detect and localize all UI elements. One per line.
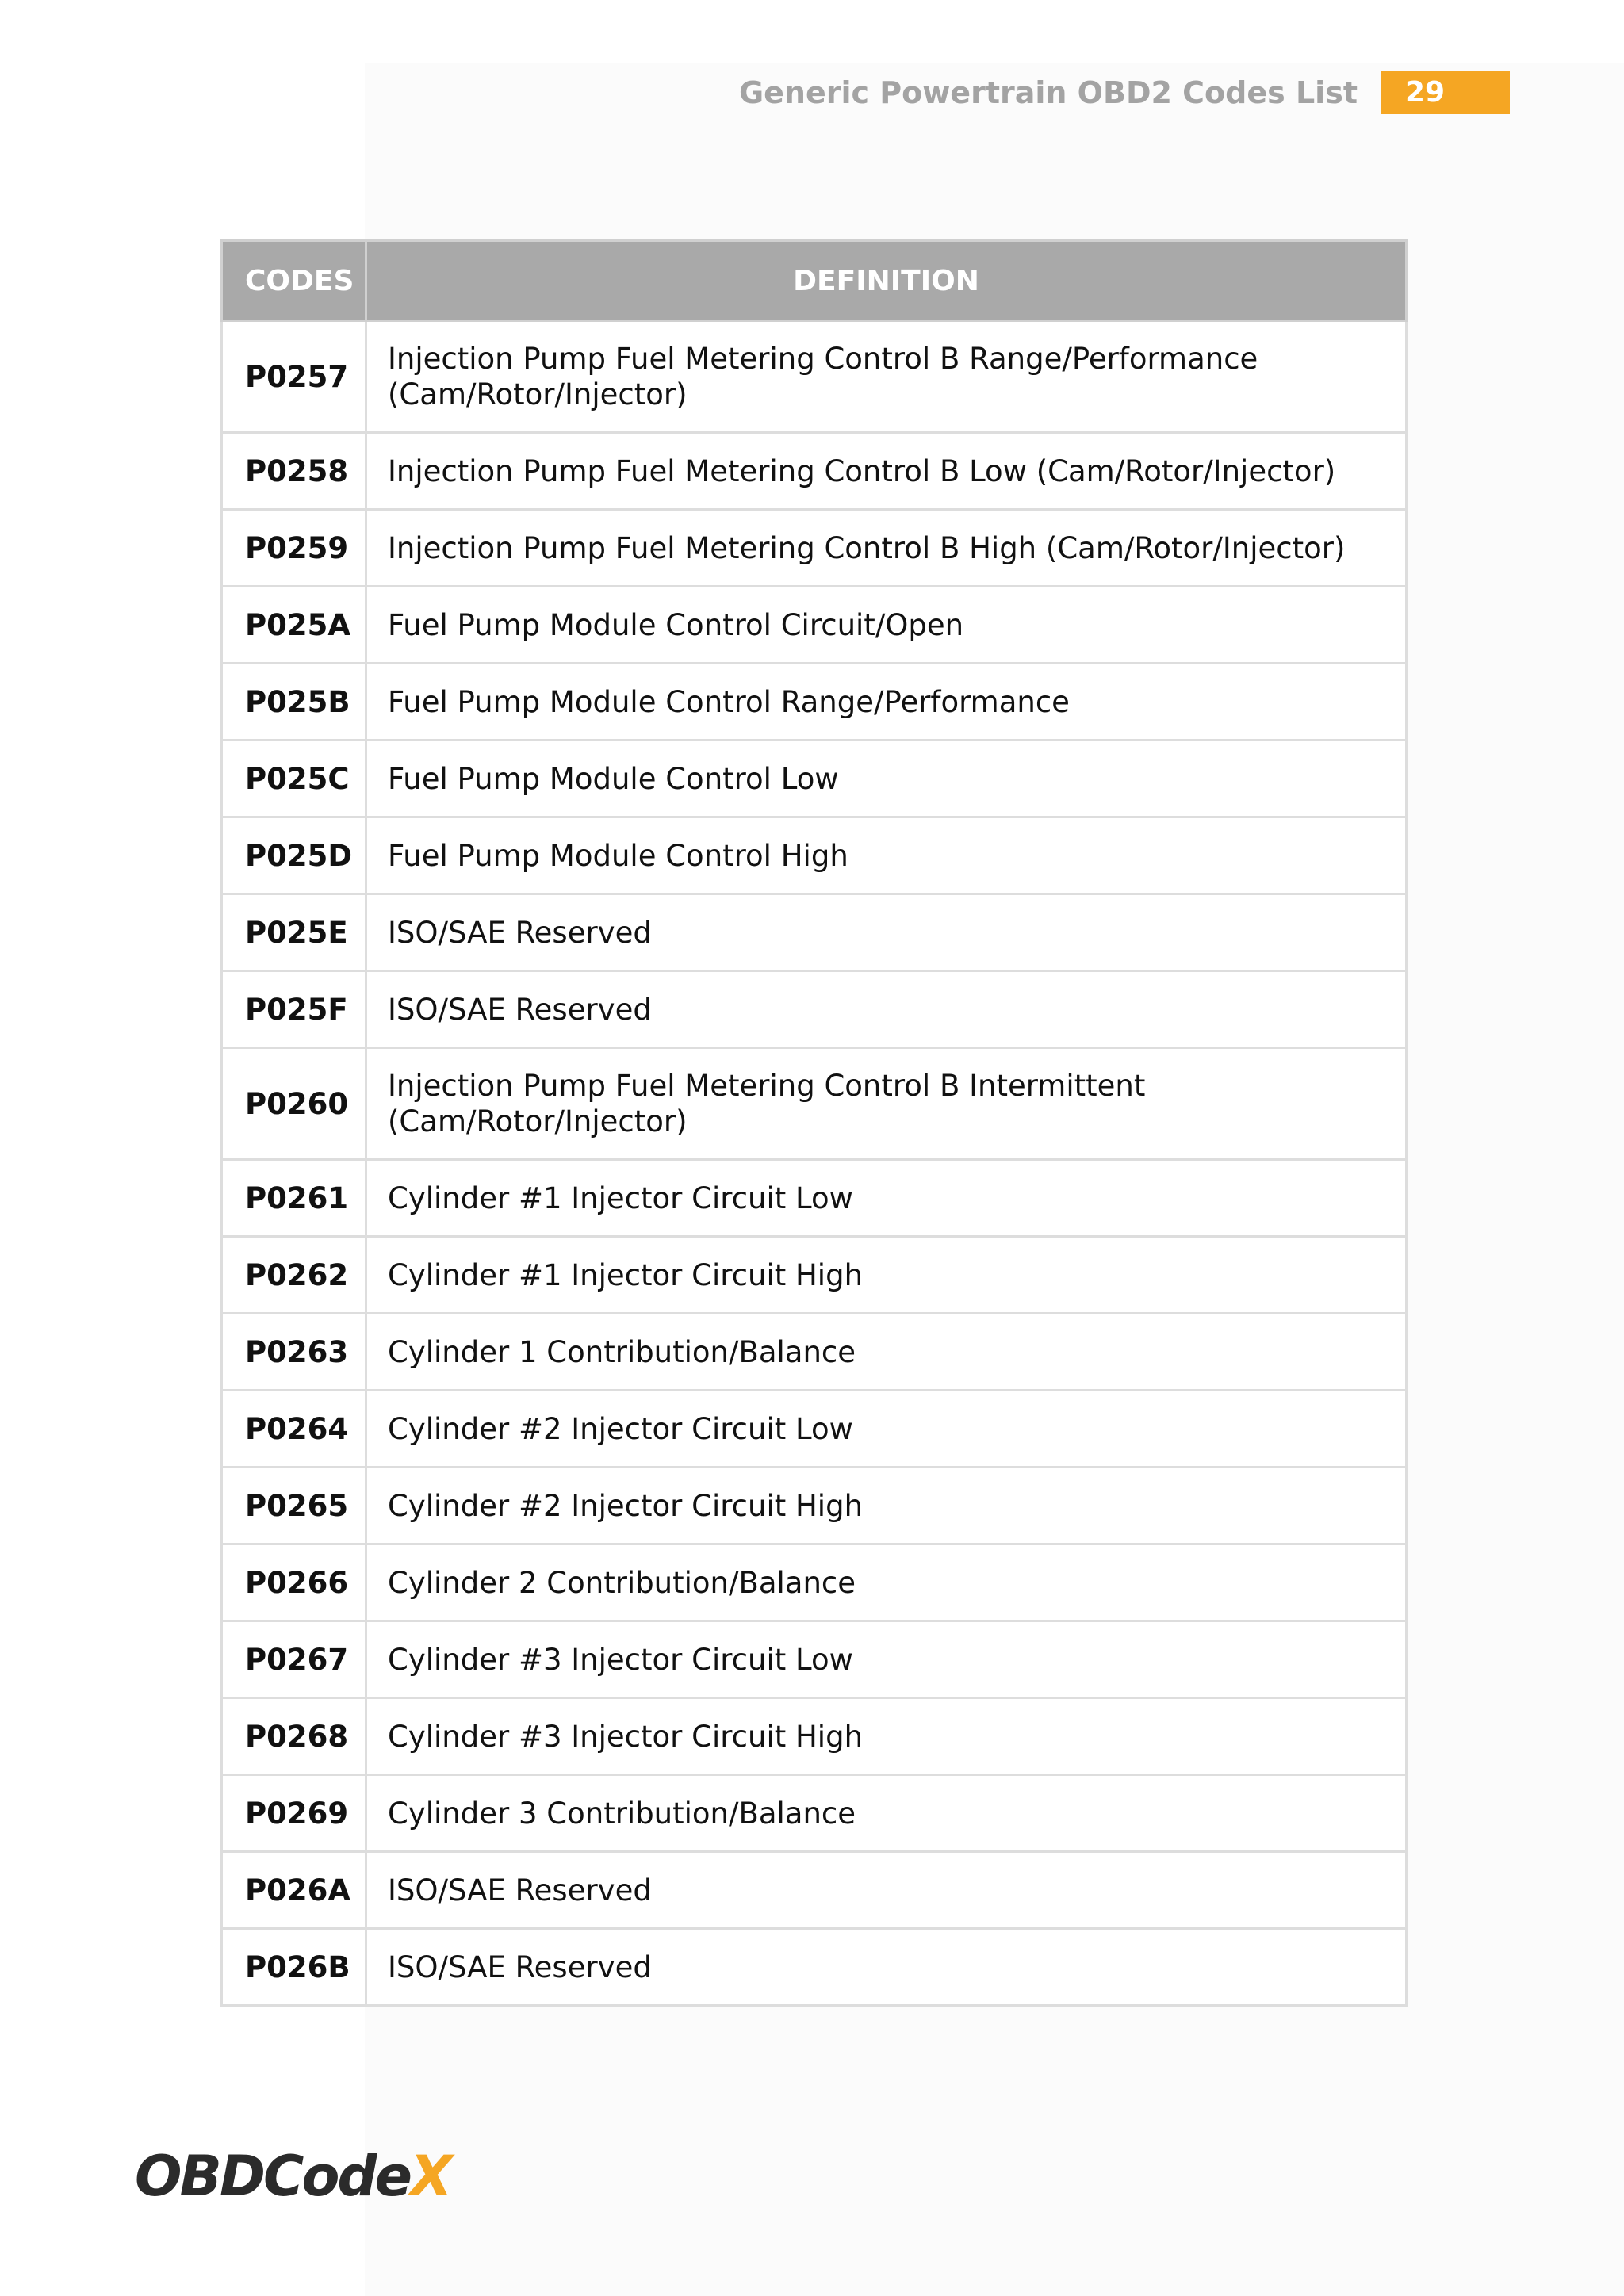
definition-cell: Injection Pump Fuel Metering Control B Range/Performance (Cam/Rotor/Injector): [366, 321, 1407, 433]
code-cell: P025E: [222, 894, 366, 971]
definition-cell: Fuel Pump Module Control Range/Performance: [366, 664, 1407, 740]
code-cell: P0261: [222, 1160, 366, 1237]
definition-cell: Fuel Pump Module Control Low: [366, 740, 1407, 817]
table-row: [222, 971, 1407, 1048]
table-row: [222, 1929, 1407, 2006]
obdcodex-logo: [135, 2141, 450, 2212]
code-cell: P025F: [222, 971, 366, 1048]
table-row: [222, 1468, 1407, 1544]
column-header-codes: CODES: [222, 241, 366, 321]
definition-cell: Cylinder #1 Injector Circuit Low: [366, 1160, 1407, 1237]
table-header-row: [222, 241, 1407, 321]
table-row: [222, 1621, 1407, 1698]
table-row: [222, 433, 1407, 510]
table-row: [222, 1698, 1407, 1775]
table-row: [222, 1775, 1407, 1852]
definition-cell: Injection Pump Fuel Metering Control B Low (Cam/Rotor/Injector): [366, 433, 1407, 510]
code-cell: P0268: [222, 1698, 366, 1775]
code-cell: P0263: [222, 1314, 366, 1391]
table-row: [222, 740, 1407, 817]
code-cell: P026B: [222, 1929, 366, 2006]
definition-cell: Cylinder #2 Injector Circuit Low: [366, 1391, 1407, 1468]
definition-cell: Cylinder 2 Contribution/Balance: [366, 1544, 1407, 1621]
code-cell: P0258: [222, 433, 366, 510]
definition-cell: Cylinder #1 Injector Circuit High: [366, 1237, 1407, 1314]
table-row: [222, 321, 1407, 433]
definition-cell: Fuel Pump Module Control Circuit/Open: [366, 587, 1407, 664]
code-cell: P0267: [222, 1621, 366, 1698]
code-cell: P0259: [222, 510, 366, 587]
document-title: Generic Powertrain OBD2 Codes List: [738, 75, 1358, 110]
logo-text-main: OBDCode: [135, 2144, 411, 2209]
table-row: [222, 664, 1407, 740]
table-body: [222, 321, 1407, 2006]
code-cell: P025B: [222, 664, 366, 740]
definition-cell: ISO/SAE Reserved: [366, 971, 1407, 1048]
page-number-badge: 29: [1381, 71, 1510, 114]
logo-text-accent: X: [410, 2144, 450, 2209]
definition-cell: Fuel Pump Module Control High: [366, 817, 1407, 894]
table-row: [222, 1048, 1407, 1160]
definition-cell: Injection Pump Fuel Metering Control B Intermittent (Cam/Rotor/Injector): [366, 1048, 1407, 1160]
code-cell: P0257: [222, 321, 366, 433]
obd2-codes-table: [220, 239, 1408, 2007]
definition-cell: ISO/SAE Reserved: [366, 1929, 1407, 2006]
code-cell: P0264: [222, 1391, 366, 1468]
definition-cell: Cylinder #3 Injector Circuit Low: [366, 1621, 1407, 1698]
table-row: [222, 1160, 1407, 1237]
code-cell: P025A: [222, 587, 366, 664]
definition-cell: ISO/SAE Reserved: [366, 1852, 1407, 1929]
table-row: [222, 817, 1407, 894]
code-cell: P0265: [222, 1468, 366, 1544]
table-row: [222, 894, 1407, 971]
definition-cell: Cylinder #3 Injector Circuit High: [366, 1698, 1407, 1775]
table-row: [222, 1852, 1407, 1929]
code-cell: P026A: [222, 1852, 366, 1929]
definition-cell: Cylinder #2 Injector Circuit High: [366, 1468, 1407, 1544]
table-row: [222, 510, 1407, 587]
table-row: [222, 1237, 1407, 1314]
table-row: [222, 587, 1407, 664]
table-row: [222, 1544, 1407, 1621]
table-row: [222, 1391, 1407, 1468]
code-cell: P025D: [222, 817, 366, 894]
code-cell: P0266: [222, 1544, 366, 1621]
code-cell: P025C: [222, 740, 366, 817]
table-row: [222, 1314, 1407, 1391]
definition-cell: Cylinder 1 Contribution/Balance: [366, 1314, 1407, 1391]
page-header: [739, 71, 1510, 114]
definition-cell: Injection Pump Fuel Metering Control B High (Cam/Rotor/Injector): [366, 510, 1407, 587]
code-cell: P0269: [222, 1775, 366, 1852]
logo-wordmark: [135, 2141, 450, 2212]
code-cell: P0262: [222, 1237, 366, 1314]
column-header-definition: DEFINITION: [366, 241, 1407, 321]
definition-cell: Cylinder 3 Contribution/Balance: [366, 1775, 1407, 1852]
code-cell: P0260: [222, 1048, 366, 1160]
definition-cell: ISO/SAE Reserved: [366, 894, 1407, 971]
